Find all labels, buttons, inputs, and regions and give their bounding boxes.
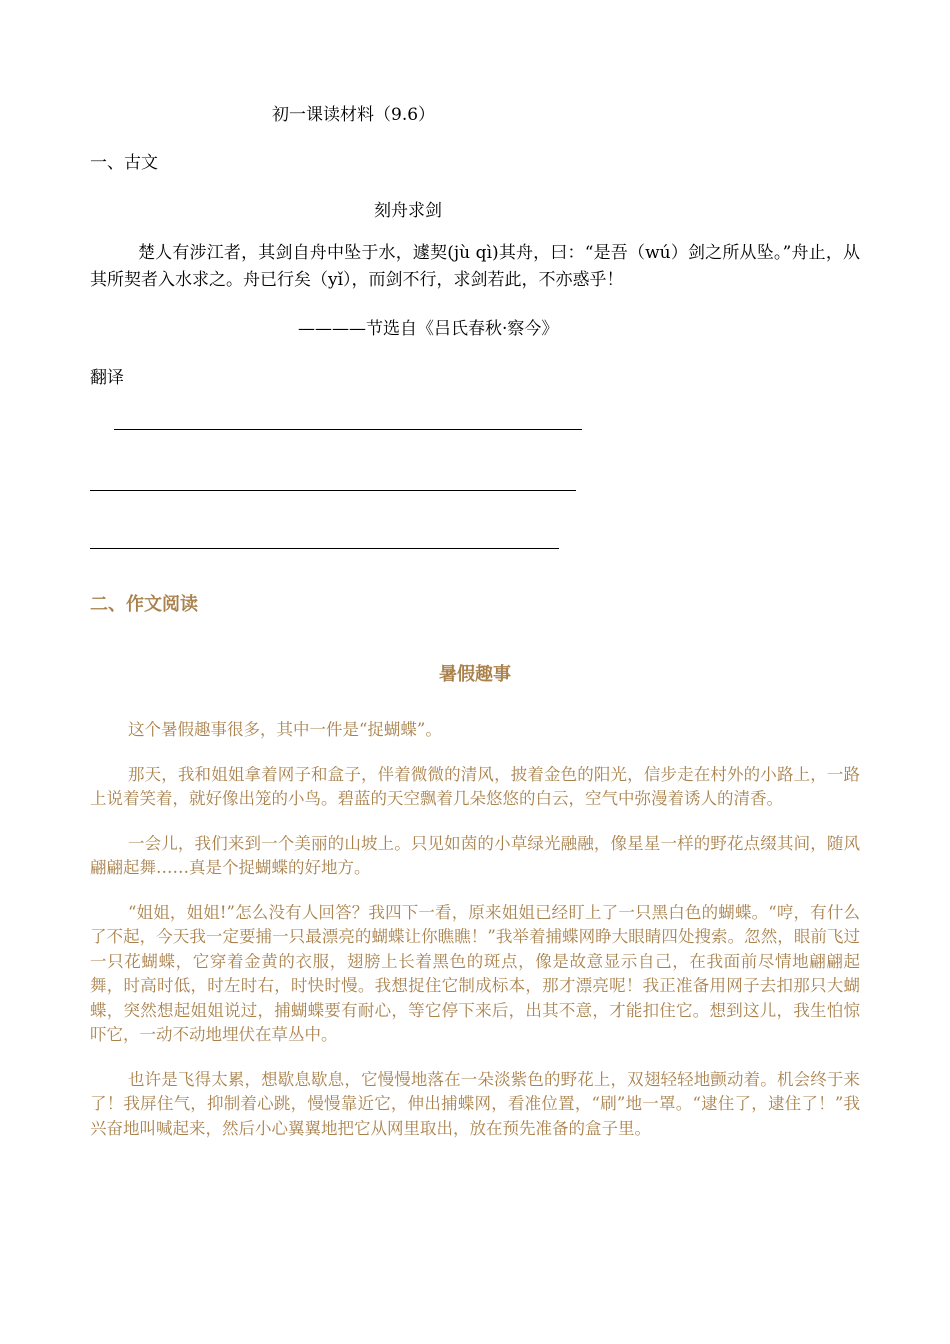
answer-line	[90, 548, 559, 549]
essay-paragraph: 那天，我和姐姐拿着网子和盒子，伴着微微的清风，披着金色的阳光，信步走在村外的小路上，一路上说着笑着，就好像出笼的小鸟。碧蓝的天空飘着几朵悠悠的白云，空气中弥漫着诱人的清香。	[90, 764, 860, 808]
source-citation: ————节选自《吕氏春秋·察今》	[298, 319, 559, 339]
answer-line	[114, 429, 582, 430]
document-title: 初一课读材料（9.6）	[272, 105, 436, 125]
answer-line	[90, 490, 576, 491]
essay-paragraph: “姐姐，姐姐!”怎么没有人回答？我四下一看，原来姐姐已经盯上了一只黑白色的蝴蝶。“哼，有什么了不起，今天我一定要捕一只最漂亮的蝴蝶让你瞧瞧！”我举着捕蝶网睁大眼睛四处搜索。忽然，眼前飞过一只花蝴蝶，它穿着金黄的衣服，翅膀上长着黑色的斑点，像是故意显示自己，在我面前尽情地翩翩起舞，时高时低，时左时右，时快时慢。我想捉住它制成标本，那才漂亮呢！我正准备用网子去扣那只大蝴蝶，突然想起姐姐说过，捕蝴蝶要有耐心，等它停下来后，出其不意，才能扣住它。想到这儿，我生怕惊吓它，一动不动地埋伏在草丛中。	[90, 902, 860, 1044]
essay-paragraph: 也许是飞得太累，想歇息歇息，它慢慢地落在一朵淡紫色的野花上，双翅轻轻地颤动着。机会终于来了！我屏住气，抑制着心跳，慢慢靠近它，伸出捕蝶网，看准位置，“刷”地一罩。“逮住了，逮住了！”我兴奋地叫喊起来，然后小心翼翼地把它从网里取出，放在预先准备的盒子里。	[90, 1069, 860, 1138]
section-heading-essay: 二、作文阅读	[90, 594, 198, 615]
essay-paragraph: 这个暑假趣事很多，其中一件是“捉蝴蝶”。	[128, 720, 442, 739]
section-heading-classical: 一、古文	[90, 153, 158, 173]
essay-paragraph: 一会儿，我们来到一个美丽的山坡上。只见如茵的小草绿光融融，像星星一样的野花点缀其间，随风翩翩起舞……真是个捉蝴蝶的好地方。	[90, 833, 860, 877]
classical-text-body: 楚人有涉江者，其剑自舟中坠于水，遽契(jù qì)其舟，曰：“是吾（wú）剑之所从坠。”舟止，从其所契者入水求之。舟已行矣（yǐ），而剑不行，求剑若此，不亦惑乎！	[90, 243, 860, 290]
essay-body	[90, 718, 860, 1161]
translation-label: 翻译	[90, 368, 124, 388]
essay-title: 暑假趣事	[439, 664, 511, 685]
classical-text-title: 刻舟求剑	[374, 201, 442, 221]
